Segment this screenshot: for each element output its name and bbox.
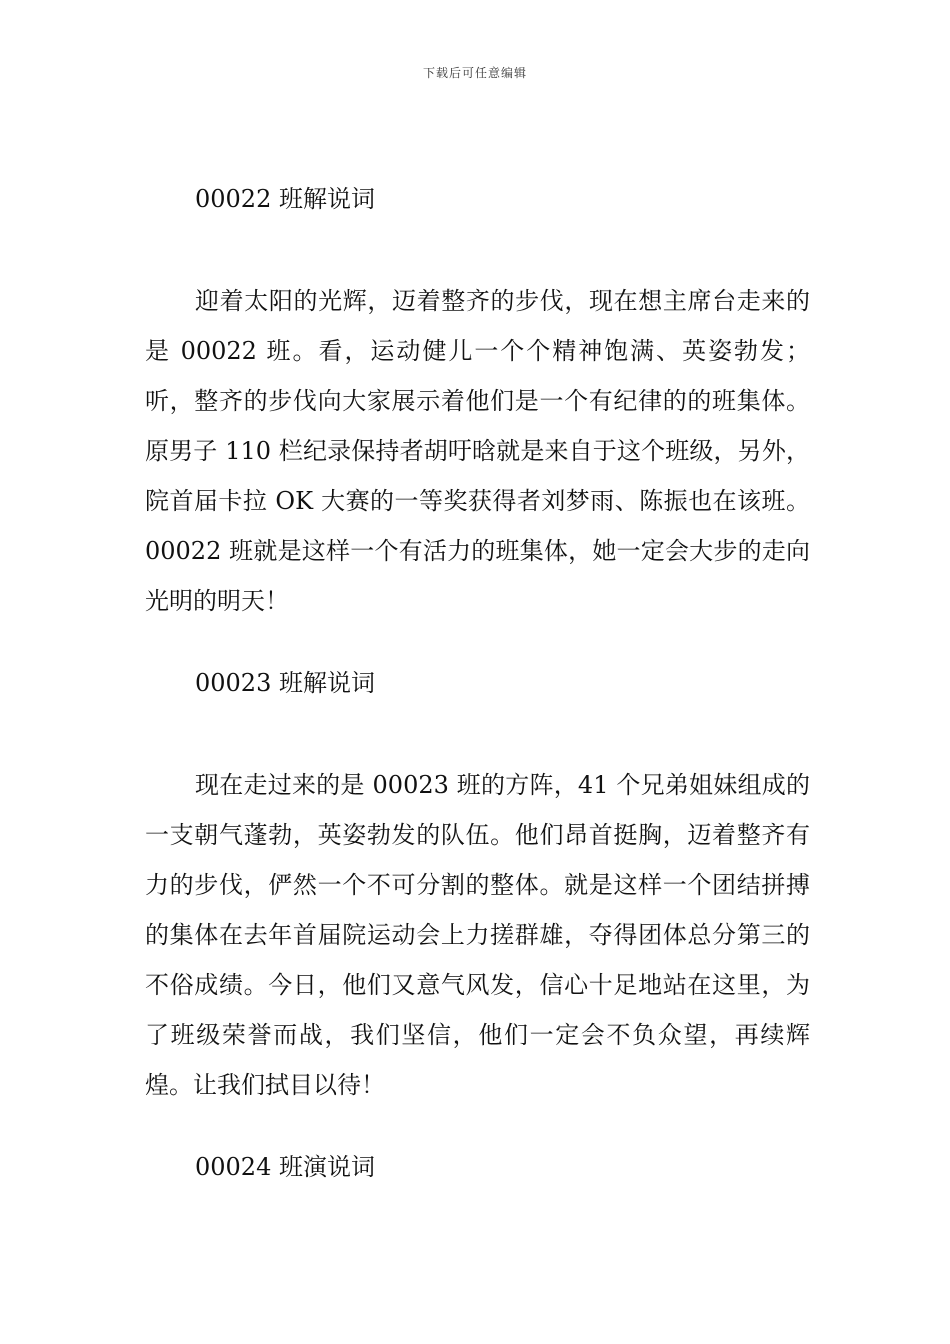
section-heading-00024: 00024 班演说词 <box>195 1153 375 1181</box>
section-heading-00022: 00022 班解说词 <box>195 185 375 213</box>
page-header-note: 下载后可任意编辑 <box>422 66 527 80</box>
section-body-00023: 现在走过来的是 00023 班的方阵，41 个兄弟姐妹组成的一支朝气蓬勃，英姿勃发的队伍。他们昂首挺胸，迈着整齐有力的步伐，俨然一个不可分割的整体。就是这样一个团结拼搏的集体在去年首届院运动会上力搓群雄，夺得团体总分第三的不俗成绩。今日，他们又意气风发，信心十足地站在这里，为了班级荣誉而战，我们坚信，他们一定会不负众望，再续辉煌。让我们拭目以待！ <box>145 771 810 1099</box>
section-body-00022: 迎着太阳的光辉，迈着整齐的步伐，现在想主席台走来的是 00022 班。看，运动健儿一个个精神饱满、英姿勃发；听，整齐的步伐向大家展示着他们是一个有纪律的的班集体。原男子 110 栏纪录保持者胡吁晗就是来自于这个班级，另外，院首届卡拉 OK 大赛的一等奖获得者刘梦雨、陈振也在该班。00022 班就是这样一个有活力的班集体，她一定会大步的走向光明的明天！ <box>145 287 810 615</box>
section-heading-00023: 00023 班解说词 <box>195 669 375 697</box>
document-body <box>145 176 810 1190</box>
